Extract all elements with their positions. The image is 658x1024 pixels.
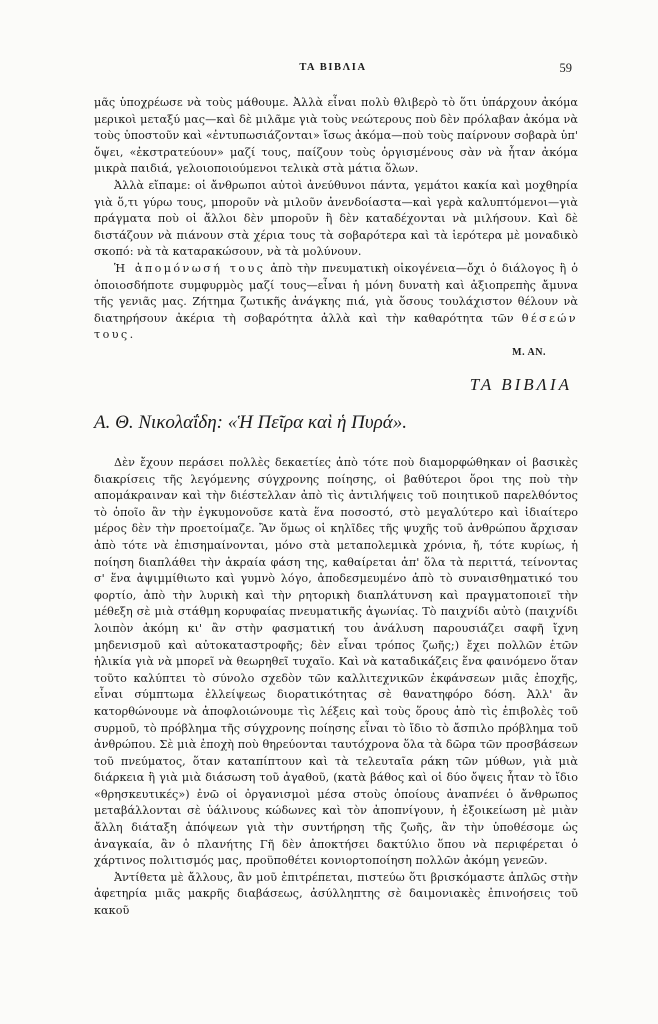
running-header: [94, 62, 572, 78]
running-header-title: ΤΑ ΒΙΒΛΙΑ: [299, 62, 367, 73]
page-number: 59: [559, 61, 572, 75]
review-title: Α. Θ. Νικολαΐδη: «Ἡ Πεῖρα καὶ ἡ Πυρά».: [94, 412, 407, 433]
paragraph: μᾶς ὑποχρέωσε νὰ τοὺς μάθουμε. Ἀλλὰ εἶναι πολὺ θλιβερὸ τὸ ὅτι ὑπάρχουν ἀκόμα μερικοὶ μεταξύ μας—καὶ δὲ μιλᾶμε γιὰ τοὺς νεώτερους ποὺ δὲν πρόλαβαν ἀκόμα νὰ τοὺς ὑποστοῦν καὶ «ἐντυπωσιάζονται» ἴσως ἀκόμα—ποὺ τοὺς παίρνουν σοβαρὰ ὑπ' ὄψει, «ἐκστρατεύουν» μαζί τους, παίζουν τοὺς ὀργισμένους σὰν νὰ ἦταν ἀκόμα μικρὰ παιδιά, γελοιοποιούμενοι τελικὰ στὰ μάτια ὅλων.: [94, 96, 578, 176]
author-signature: Μ. ΑΝ.: [512, 346, 546, 358]
paragraph: Ἀντίθετα μὲ ἄλλους, ἂν μοῦ ἐπιτρέπεται, πιστεύω ὅτι βρισκόμαστε ἁπλῶς στὴν ἀφετηρία μιᾶς μακρῆς διαβάσεως, ἀσύλληπτης σὲ δαιμονιακὲς ἐπινοήσεις τοῦ κακοῦ: [94, 870, 578, 918]
review-body: [94, 455, 578, 920]
section-title: ΤΑ ΒΙΒΛΙΑ: [469, 375, 572, 394]
emphasis-text: Ἡ ἀπομόνωσή τους: [114, 261, 266, 275]
paragraph-body: ἀπὸ τὴν πνευματικὴ οἰκογένεια—ὄχι ὁ διάλογος ἢ ὁ ὁποιοσδήποτε συμφυρμὸς μαζί τους—εἶναι ἡ μόνη δυνατὴ καὶ ἀξιοπρεπὴς ἄμυνα τῆς γενιᾶς μας. Ζήτημα ζωτικῆς ἀνάγκης πιά, γιὰ ὅσους τουλάχιστον θέλουν νὰ διατηρήσουν ἀκέρια τὴ σοβαρότητα ἀλλὰ καὶ τὴν καθαρότητα τῶν: [94, 261, 578, 325]
paragraph: Ἀλλὰ εἴπαμε: οἱ ἄνθρωποι αὐτοὶ ἀνεύθυνοι πάντα, γεμάτοι κακία καὶ μοχθηρία γιὰ ὅ,τι γύρω τους, μποροῦν νὰ μιλοῦν ἀνενδοίαστα—καὶ γερὰ καλυπτόμενοι—γιὰ πράγματα ποὺ οἱ ἄλλοι δὲν μποροῦν ἢ δὲν καταδέχονται νὰ μιλήσουν. Καὶ δὲ διστάζουν νὰ πιάνουν στὰ χέρια τους τὰ σοβαρότερα καὶ τὰ ἱερότερα μὲ μοναδικὸ σκοπό: νὰ τὰ καταρακώσουν, νὰ τὰ μολύνουν.: [94, 178, 578, 259]
emphasis-text: θέσεών τους.: [94, 311, 578, 342]
essay-ending: [94, 95, 578, 362]
paragraph: [94, 261, 578, 344]
paragraph: Δὲν ἔχουν περάσει πολλὲς δεκαετίες ἀπὸ τότε ποὺ διαμορφώθηκαν οἱ βασικὲς διακρίσεις τῆς λεγόμενης σύγχρονης ποίησης, οἱ βαθύτεροι ὅροι της ποὺ τὴν απομάκραιναν καὶ τὴν διέστελλαν ἀπὸ τὶς ἀντιλήψεις τοῦ ποιητικοῦ παρελθόντος τὸ ὁποῖο ἂν τὴν ἐγκυμονοῦσε κατὰ ἕνα ποσοστό, στὸ μεγαλύτερο καὶ ἰδιαίτερο μέρος δὲν τὴν προετοίμαζε. Ἂν ὅμως οἱ κηλῖδες τῆς ψυχῆς τοῦ ἀνθρώπου ἄρχισαν ἀπὸ τότε νὰ ἐπισημαίνονται, μόνο στὰ μεταπολεμικὰ χρόνια, ἤ, τότε κυρίως, ἡ ποίηση διαπλάθει τὴν ἀκραία φάση της, καθαίρεται ἀπ' ὅλα τὰ περιττά, τείνοντας σ' ἕνα ἀψιμμίθιωτο καὶ γυμνὸ λόγο, ἀποδεσμευμένο ἀπὸ τὸ συναισθηματικό του φορτίο, ἀπὸ τὴν λυρικὴ καὶ τὴν ρητορικὴ διαπλάτυνση καὶ πραγματοποιεῖ τὴν μέθεξη σὲ μιὰ στάθμη κορυφαίας πνευματικῆς ἀγωνίας. Τὸ παιχνίδι αὐτὸ (παιχνίδι λοιπὸν ἀκόμη κι' ἂν στὴν φασματική του ἀνάλυση παρουσιάζει σαφῆ ἴχνη μηδενισμοῦ καὶ αὐτοκαταστροφῆς; δὲν εἶναι τρόπος ζωῆς;) ἔχει πολλῶν ἐτῶν ἡλικία γιὰ νὰ μπορεῖ νὰ θεωρηθεῖ τυχαῖο. Καὶ νὰ καταδικάζεις ἕνα φαινόμενο ὅταν τοῦτο καλύπτει τὸ σύνολο σχεδὸν τῶν καλλιτεχνικῶν ἐκφάνσεων μιᾶς ἐποχῆς, εἶναι σύμπτωμα ἐλλείψεως διορατικότητας σὲ θανατηφόρο δόση. Ἀλλ' ἂν κατορθώνουμε νὰ ἀποφλοιώνουμε τὶς λέξεις καὶ τοὺς ὅρους ἀπὸ τὶς ἐπιβολὲς τοῦ συρμοῦ, τὸ πρόβλημα τῆς σύγχρονης ποίησης εἶναι τὸ ἴδιο τὸ ἄσπιλο πρόβλημα τοῦ ἀνθρώπου. Σὲ μιὰ ἐποχὴ ποὺ θηρεύονται ταυτόχρονα ὅλα τὰ δῶρα τῶν προσβάσεων τοῦ πνεύματος, ὅταν καταπίπτουν καὶ τὰ τελευταῖα ράκη τῶν μύθων, γιὰ μιὰ διάρκεια ἢ γιὰ μιὰ διάσωση τοῦ ἀγαθοῦ, (κατὰ βάθος καὶ οἱ δύο ὄψεις ἦταν τὸ ἴδιο «θρησκευτικές») ἐνῶ οἱ ὀργανισμοὶ μέσα στοὺς ὁποίους ἀναπνέει ὁ ἄνθρωπος μεταβάλλονται σὲ ὑάλινους κώδωνες καὶ τὸν ἀποπνίγουν, ἡ ἐξοικείωση μὲ μιὰν ἄλλη διάταξη ἀπόψεων γιὰ τὴν συντήρηση τῆς ζωῆς, ἂν τὴν ὑποθέσομε ὡς ἀναγκαία, ἂν ὁ πλανήτης Γῆ δὲν ἀποκτήσει δακτύλιο ὅπου νὰ περιφέρεται ὁ χάρτινος πολιτισμός μας, προϋποθέτει κονιορτοποίηση πολλῶν ἀκόμη γενεῶν.: [94, 456, 578, 868]
